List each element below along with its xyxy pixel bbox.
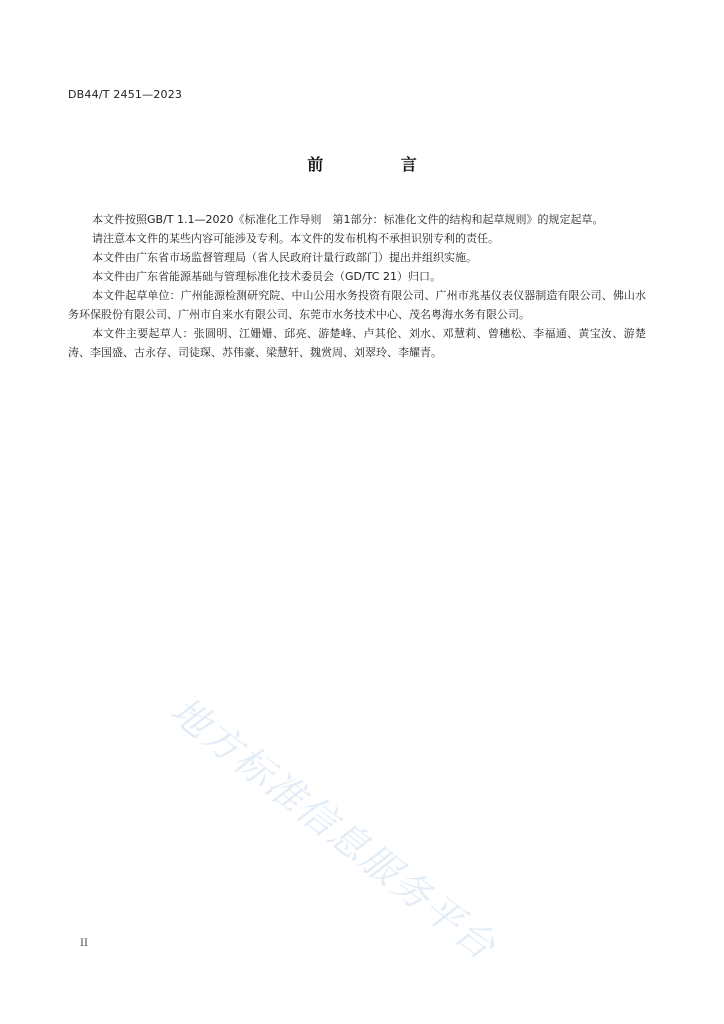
paragraph-drafting-rules: 本文件按照GB/T 1.1—2020《标准化工作导则 第1部分：标准化文件的结构和起草规则》的规定起草。 (92, 213, 604, 226)
paragraph-drafters: 本文件主要起草人：张圆明、江姗姗、邱亮、游楚峰、卢其伦、刘水、邓慧莉、曾穗松、李福通、黄宝汝、游楚涛、李国盛、古永存、司徒琛、苏伟豪、梁慧轩、魏赏周、刘翠玲、李耀青。 (68, 327, 646, 359)
page-number: II (80, 938, 88, 949)
paragraph-committee: 本文件由广东省能源基础与管理标准化技术委员会（GD/TC 21）归口。 (92, 270, 441, 283)
watermark: 地方标准信息服务平台 (162, 687, 505, 969)
page-title: 前 言 (307, 155, 453, 174)
foreword-body (68, 210, 646, 362)
paragraph-proposer: 本文件由广东省市场监督管理局（省人民政府计量行政部门）提出并组织实施。 (92, 251, 477, 264)
paragraph-drafting-units: 本文件起草单位：广州能源检测研究院、中山公用水务投资有限公司、广州市兆基仪表仪器制造有限公司、佛山水务环保股份有限公司、广州市自来水有限公司、东莞市水务技术中心、茂名粤海水务有限公司。 (68, 289, 646, 321)
paragraph-patent-notice: 请注意本文件的某些内容可能涉及专利。本文件的发布机构不承担识别专利的责任。 (92, 232, 499, 245)
document-code: DB44/T 2451—2023 (68, 88, 183, 101)
